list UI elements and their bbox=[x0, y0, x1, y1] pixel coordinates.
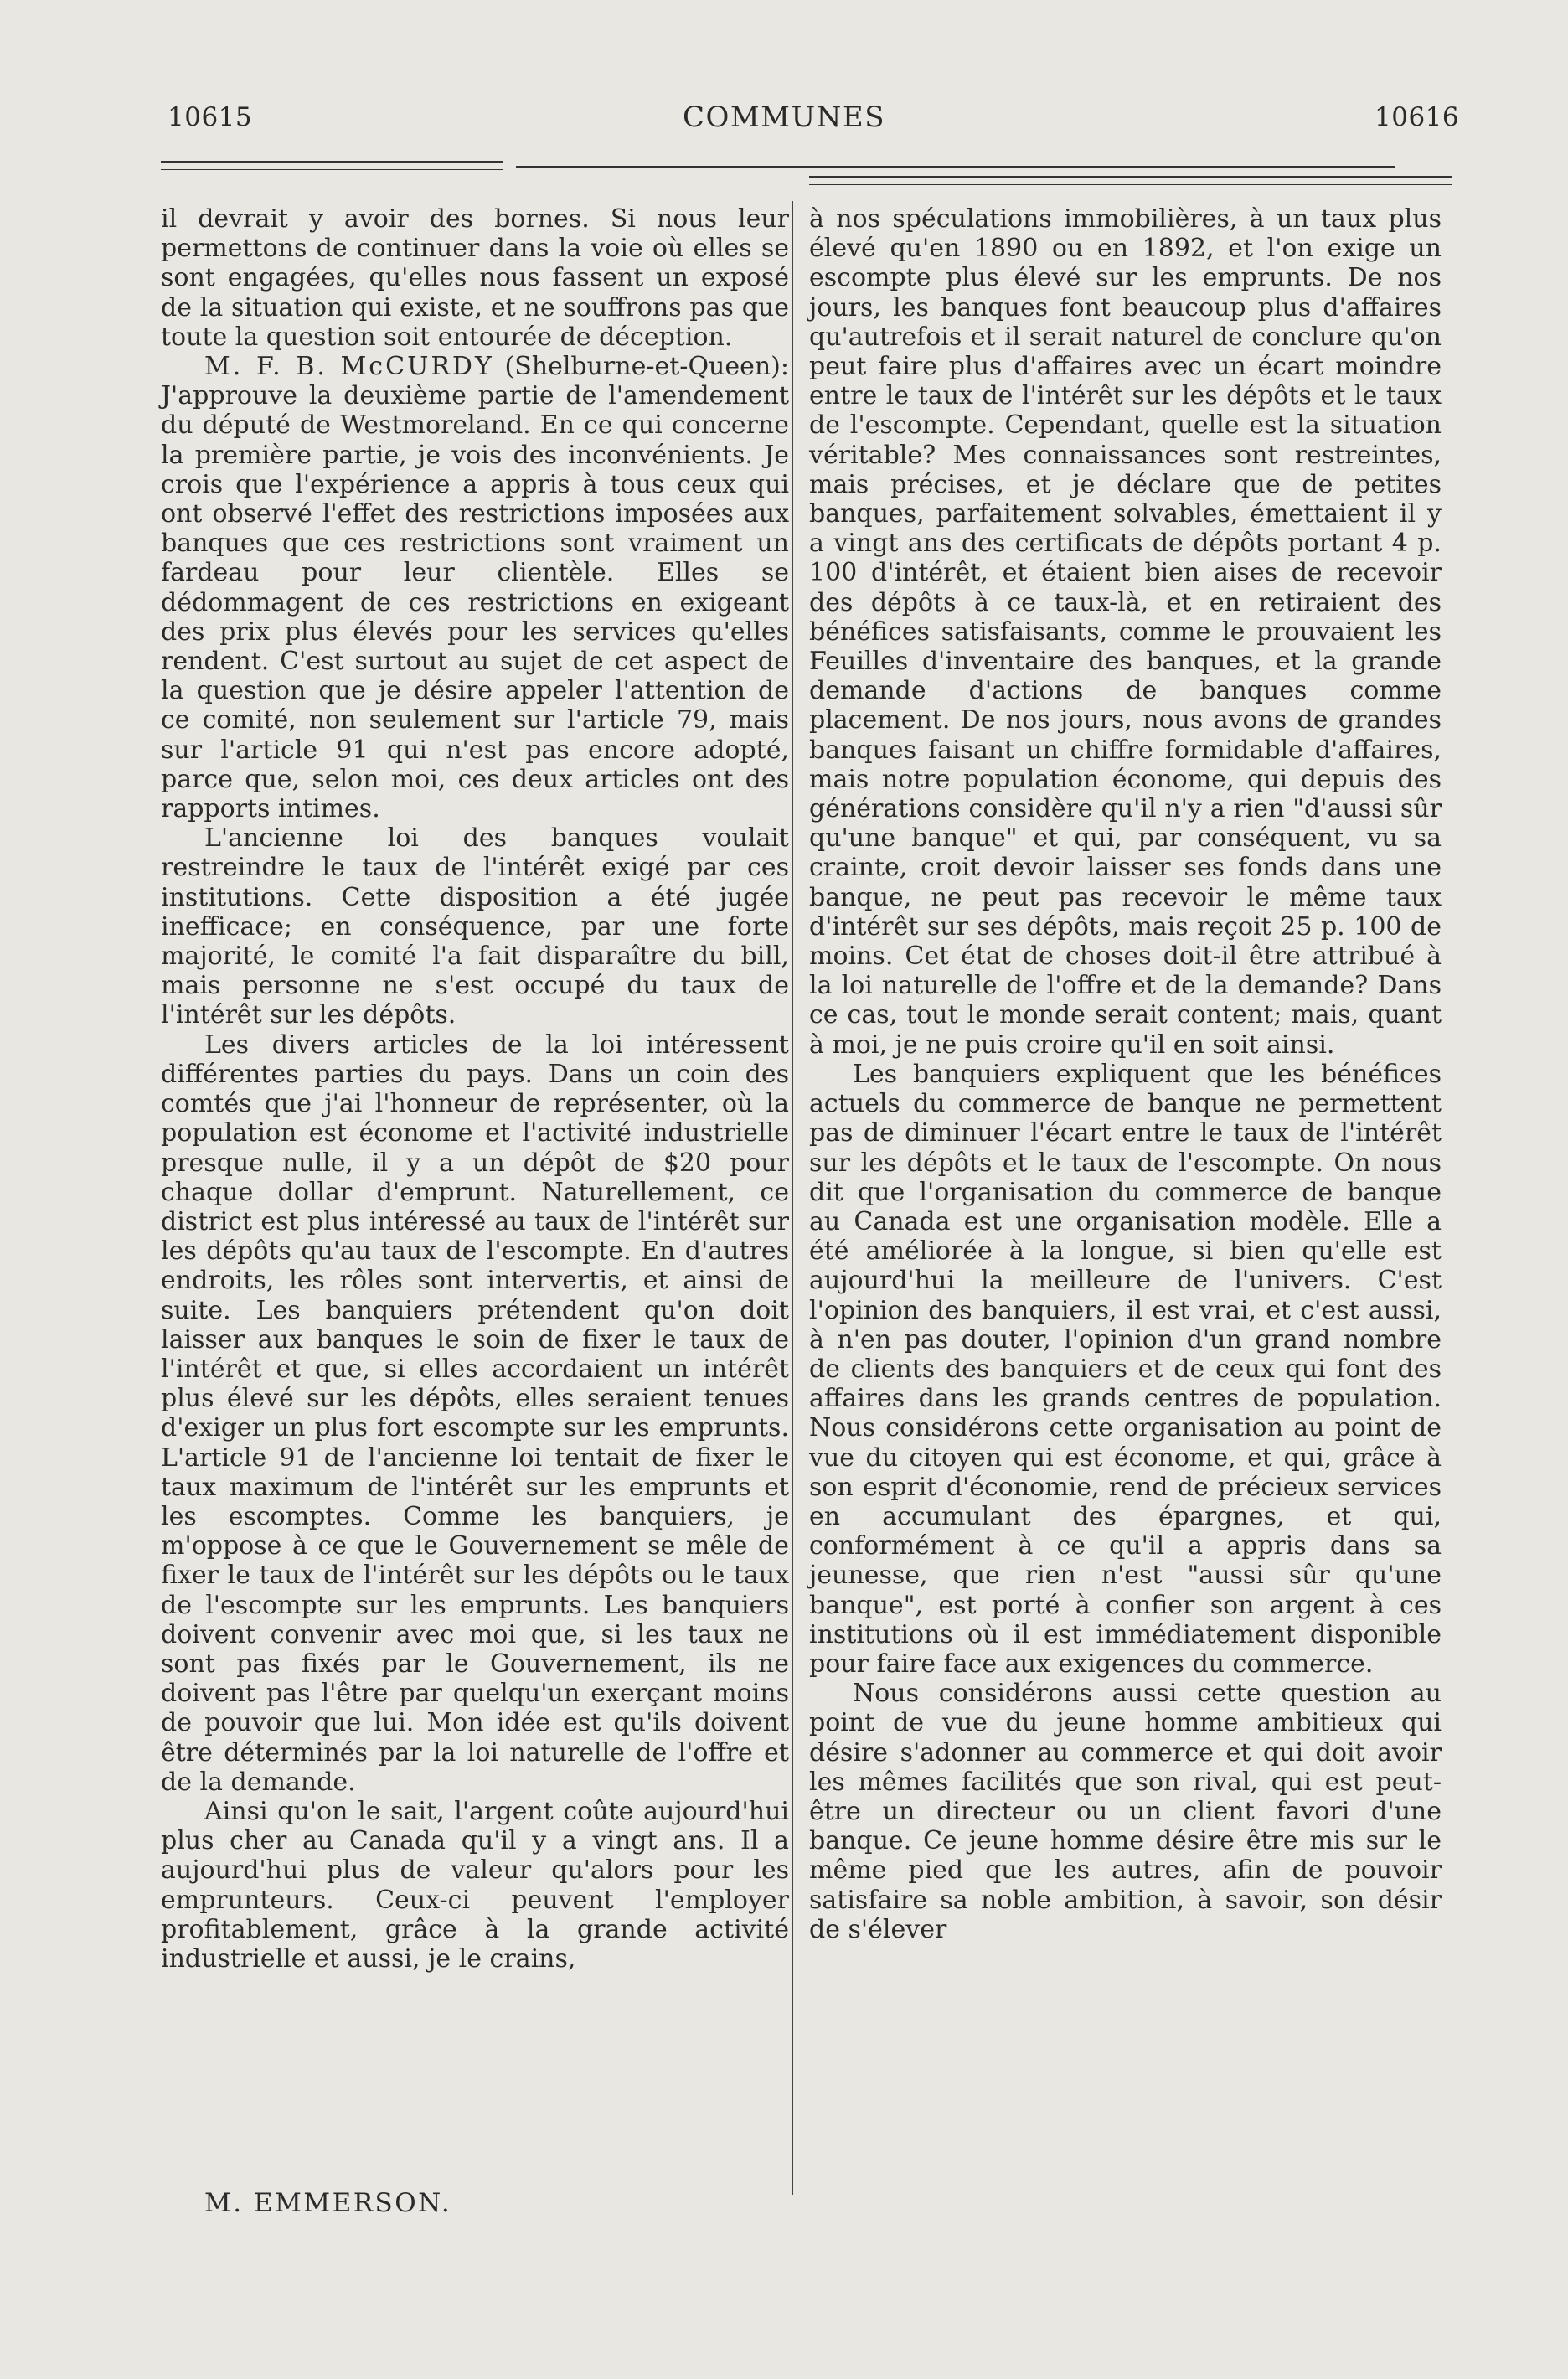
paragraph: à nos spéculations immobilières, à un taux plus élevé qu'en 1890 ou en 1892, et l'on exige un escompte plus élevé sur les emprunts. De nos jours, les banques font beaucoup plus d'affaires qu'autrefois et il serait naturel de conclure qu'on peut faire plus d'affaires avec un écart moindre entre le taux de l'intérêt sur les dépôts et le taux de l'escompte. Cependant, quelle est la situation véritable? Mes connaissances sont restreintes, mais précises, et je déclare que de petites banques, parfaitement solvables, émettaient il y a vingt ans des certificats de dépôts portant 4 p. 100 d'intérêt, et étaient bien aises de recevoir des dépôts à ce taux-là, et en retiraient des bénéfices satisfaisants, comme le prouvaient les Feuilles d'inventaire des banques, et la grande demande d'actions de banques comme placement. De nos jours, nous avons de grandes banques faisant un chiffre formidable d'affaires, mais notre population économe, qui depuis des générations considère qu'il n'y a rien "d'aussi sûr qu'une banque" et qui, par conséquent, vu sa crainte, croit devoir laisser ses fonds dans une banque, ne peut pas recevoir le même taux d'intérêt sur ses dépôts, mais reçoit 25 p. 100 de moins. Cet état de choses doit-il être attribué à la loi naturelle de l'offre et de la demande? Dans ce cas, tout le monde serait content; mais, quant à moi, je ne puis croire qu'il en soit ainsi. bbox=[809, 204, 1442, 1060]
left-column bbox=[161, 204, 789, 1974]
right-column bbox=[809, 204, 1442, 1944]
header-rule-right-lower bbox=[809, 184, 1452, 185]
header-rule-left-lower bbox=[161, 169, 503, 170]
paragraph-mccurdy bbox=[161, 352, 789, 823]
paragraph: Ainsi qu'on le sait, l'argent coûte aujourd'hui plus cher au Canada qu'il y a vingt ans. Il a aujourd'hui plus de valeur qu'alors pour les emprunteurs. Ceux-ci peuvent l'employer profitablement, grâce à la grande activité industrielle et aussi, je le crains, bbox=[161, 1796, 789, 1974]
paragraph: Nous considérons aussi cette question au point de vue du jeune homme ambitieux qui désire s'adonner au commerce et qui doit avoir les mêmes facilités que son rival, qui est peut-être un directeur ou un client favori d'une banque. Ce jeune homme désire être mis sur le même pied que les autres, afin de pouvoir satisfaire sa noble ambition, à savoir, son désir de s'élever bbox=[809, 1679, 1442, 1944]
paragraph-text: (Shelburne-et-Queen): J'approuve la deuxième partie de l'amendement du député de Westmoreland. En ce qui concerne la première partie, je vois des inconvénients. Je crois que l'expérience a appris à tous ceux qui ont observé l'effet des restrictions imposées aux banques que ces restrictions sont vraiment un fardeau pour leur clientèle. Elles se dédommagent de ces restrictions en exigeant des prix plus élevés pour les services qu'elles rendent. C'est surtout au sujet de cet aspect de la question que je désire appeler l'attention de ce comité, non seulement sur l'article 79, mais sur l'article 91 qui n'est pas encore adopté, parce que, selon moi, ces deux articles ont des rapports intimes. bbox=[161, 352, 789, 824]
header-rule-left-upper bbox=[161, 161, 503, 163]
page-number-right: 10616 bbox=[1375, 102, 1460, 132]
paragraph: Les banquiers expliquent que les bénéfices actuels du commerce de banque ne permettent pas de diminuer l'écart entre le taux de l'intérêt sur les dépôts et le taux de l'escompte. On nous dit que l'organisation du commerce de banque au Canada est une organisation modèle. Elle a été améliorée à la longue, si bien qu'elle est aujourd'hui la meilleure de l'univers. C'est l'opinion des banquiers, il est vrai, et c'est aussi, à n'en pas douter, l'opinion d'un grand nombre de clients des banquiers et de ceux qui font des affaires dans les grands centres de population. Nous considérons cette organisation au point de vue du citoyen qui est économe, et qui, grâce à son esprit d'économie, rend de précieux services en accumulant des épargnes, et qui, conformément à ce qu'il a appris dans sa jeunesse, que rien n'est "aussi sûr qu'une banque", est porté à confier son argent à ces institutions où il est immédiatement disponible pour faire face aux exigences du commerce. bbox=[809, 1059, 1442, 1679]
column-divider bbox=[792, 201, 793, 2195]
next-speaker-emmerson: M. EMMERSON. bbox=[204, 2188, 452, 2218]
header-rule-center bbox=[516, 166, 1395, 168]
running-head-title: COMMUNES bbox=[682, 101, 886, 134]
paragraph: Les divers articles de la loi intéressent différentes parties du pays. Dans un coin des comtés que j'ai l'honneur de représenter, où la population est économe et l'activité industrielle presque nulle, il y a un dépôt de $20 pour chaque dollar d'emprunt. Naturellement, ce district est plus intéressé au taux de l'intérêt sur les dépôts qu'au taux de l'escompte. En d'autres endroits, les rôles sont intervertis, et ainsi de suite. Les banquiers prétendent qu'on doit laisser aux banques le soin de fixer le taux de l'intérêt et que, si elles accordaient un intérêt plus élevé sur les dépôts, elles seraient tenues d'exiger un plus fort escompte sur les emprunts. L'article 91 de l'ancienne loi tentait de fixer le taux maximum de l'intérêt sur les emprunts et les escomptes. Comme les banquiers, je m'oppose à ce que le Gouvernement se mêle de fixer le taux de l'intérêt sur les dépôts ou le taux de l'escompte sur les emprunts. Les banquiers doivent convenir avec moi que, si les taux ne sont pas fixés par le Gouvernement, ils ne doivent pas l'être par quelqu'un exerçant moins de pouvoir que lui. Mon idée est qu'ils doivent être déterminés par la loi naturelle de l'offre et de la demande. bbox=[161, 1030, 789, 1797]
speaker-name: M. F. B. McCURDY bbox=[204, 352, 494, 382]
page-number-left: 10615 bbox=[168, 102, 253, 132]
paragraph: il devrait y avoir des bornes. Si nous leur permettons de continuer dans la voie où elles se sont engagées, qu'elles nous fassent un exposé de la situation qui existe, et ne souffrons pas que toute la question soit entourée de déception. bbox=[161, 204, 789, 352]
paragraph: L'ancienne loi des banques voulait restreindre le taux de l'intérêt exigé par ces institutions. Cette disposition a été jugée inefficace; en conséquence, par une forte majorité, le comité l'a fait disparaître du bill, mais personne ne s'est occupé du taux de l'intérêt sur les dépôts. bbox=[161, 823, 789, 1030]
header-rule-right-upper bbox=[809, 176, 1452, 178]
